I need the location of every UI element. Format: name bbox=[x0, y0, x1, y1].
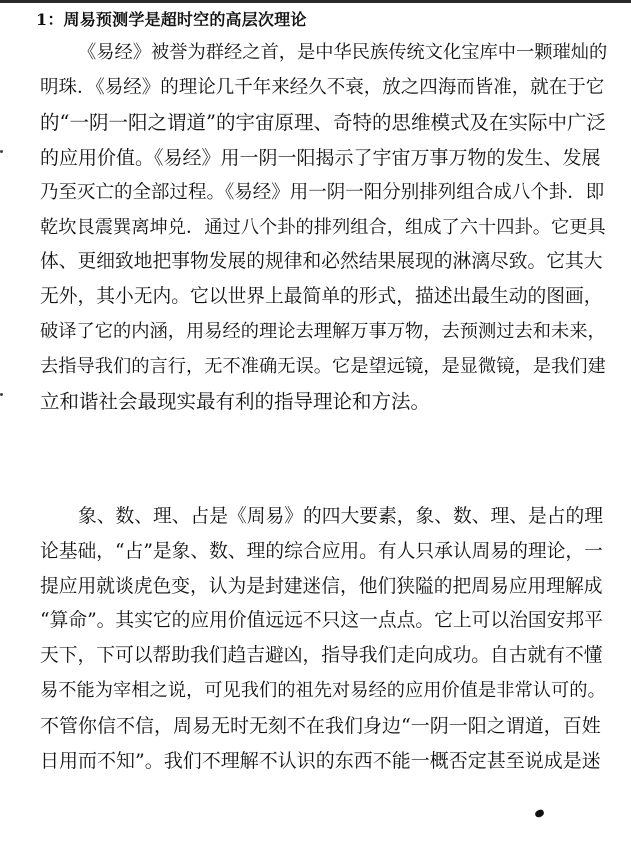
top-border-rule bbox=[0, 0, 631, 3]
text-line: 天下，下可以帮助我们趋吉避凶，指导我们走向成功。自古就有不懂 bbox=[40, 645, 603, 667]
margin-mark bbox=[0, 393, 3, 396]
text-line: 去指导我们的言行，无不准确无误。它是望远镜，是显微镜，是我们建 bbox=[40, 356, 606, 378]
text-line: 日用而不知”。我们不理解不认识的东西不能一概否定甚至说成是迷 bbox=[40, 749, 601, 772]
text-line: 破译了它的内涵，用易经的理论去理解万事万物，去预测过去和未来， bbox=[40, 321, 606, 343]
text-line: 无外，其小无内。它以世界上最简单的形式，描述出最生动的图画， bbox=[40, 286, 603, 308]
text-line: 不管你信不信，周易无时无刻不在我们身边“一阴一阳之谓道，百姓 bbox=[40, 714, 601, 737]
text-line: 的“一阴一阳之谓道”的宇宙原理、奇特的思维模式及在实际中广泛 bbox=[40, 110, 606, 134]
text-line: 乃至灭亡的全部过程。《易经》用一阴一阳分别排列组合成八个卦．即 bbox=[40, 181, 605, 203]
section-heading: 1：周易预测学是超时空的高层次理论 bbox=[36, 10, 307, 29]
text-line: 论基础，“占”是象、数、理的综合应用。有人只承认周易的理论，一 bbox=[40, 540, 603, 562]
ink-blot bbox=[534, 809, 545, 819]
paragraph-first-line: 象、数、理、占是《周易》的四大要素，象、数、理、是占的理 bbox=[78, 506, 603, 527]
text-line: 乾坎艮震巽离坤兑．通过八个卦的排列组合，组成了六十四卦。它更具 bbox=[40, 216, 606, 238]
text-line: 的应用价值。《易经》用一阴一阳揭示了宇宙万事万物的发生、发展 bbox=[40, 146, 601, 169]
text-line: 体、更细致地把事物发展的规律和必然结果展现的淋漓尽致。它其大 bbox=[40, 251, 603, 273]
margin-mark bbox=[0, 150, 3, 153]
paragraph-first-line: 《易经》被誉为群经之首，是中华民族传统文化宝库中一颗璀灿的 bbox=[78, 42, 608, 63]
text-line: “算命”。其实它的应用价值远远不只这一点点。它上可以治国安邦平 bbox=[40, 610, 603, 632]
text-line: 明珠．《易经》的理论几千年来经久不衰，放之四海而皆准，就在于它 bbox=[40, 76, 605, 98]
text-line: 立和谐社会最现实最有利的指导理论和方法。 bbox=[40, 390, 431, 413]
text-line: 提应用就谈虎色变，认为是封建迷信，他们狭隘的把周易应用理解成 bbox=[40, 575, 603, 597]
text-line: 易不能为宰相之说，可见我们的祖先对易经的应用价值是非常认可的。 bbox=[40, 680, 606, 701]
